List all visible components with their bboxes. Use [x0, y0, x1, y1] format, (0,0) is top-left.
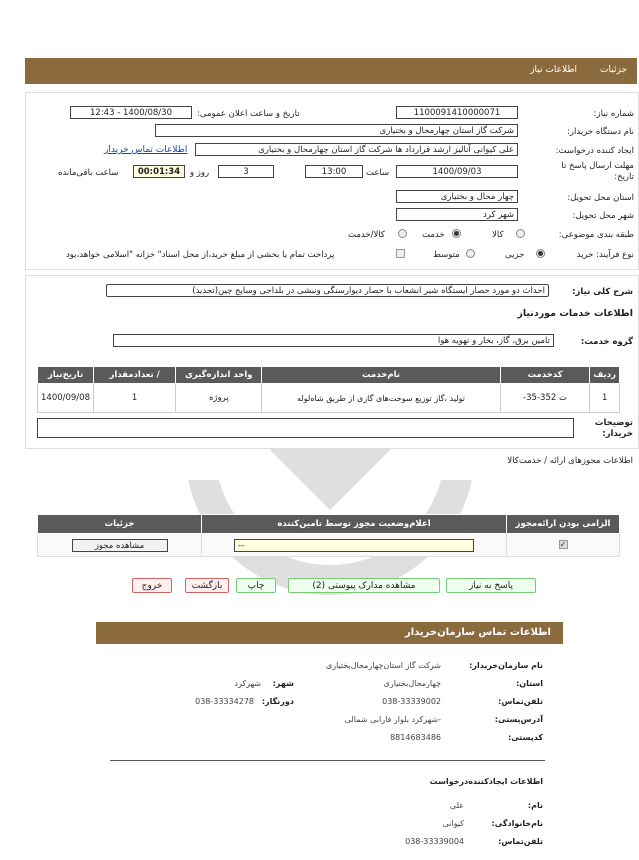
announce-date-field: 1400/08/30 - 12:43: [70, 106, 192, 119]
contact-address: -شهرکرد بلوار فارابی شمالی: [344, 715, 441, 724]
deadline-time-field: 13:00: [305, 165, 363, 178]
buyer-contact-link[interactable]: اطلاعات تماس خریدار: [104, 145, 188, 155]
creator-family-label: نام‌خانوادگی:: [491, 819, 543, 828]
row-index: 1: [590, 384, 620, 413]
col-index: ردیف: [590, 367, 620, 384]
print-button[interactable]: چاپ: [236, 578, 276, 593]
need-number-label: شماره نیاز:: [593, 109, 634, 119]
contact-postal: 8814683486: [390, 733, 441, 742]
col-quantity: / تعداد‌مقدار: [94, 367, 176, 384]
need-number-field: 1100091410000071: [396, 106, 518, 119]
col-service-code: کدخدمت: [500, 367, 590, 384]
view-attachments-button[interactable]: مشاهده مدارک پیوستی (2): [288, 578, 440, 593]
city-label: شهر محل تحویل:: [572, 211, 634, 221]
buyer-org-field: شرکت گاز استان چهارمحال و بختیاری: [155, 124, 518, 137]
deadline-date-field: 1400/09/03: [396, 165, 518, 178]
contact-address-label: آدرس‌پستی:: [494, 715, 543, 724]
province-label: استان محل تحویل:: [567, 193, 634, 203]
contact-section-header: [96, 622, 563, 644]
province-field: چهار محال و بختیاری: [396, 190, 518, 203]
process-partial-radio[interactable]: [536, 249, 545, 258]
table-row: [38, 534, 620, 557]
announce-date-label: تاریخ و ساعت اعلان عمومی:: [197, 109, 300, 119]
contact-city-label: شهر:: [272, 679, 294, 688]
service-group-field: تامین برق، گاز، بخار و تهویه هوا: [113, 334, 554, 347]
days-field: 3: [218, 165, 274, 178]
row-qty: 1: [94, 384, 176, 413]
services-table-header: [38, 367, 620, 384]
contact-divider: [110, 760, 545, 761]
row-name: تولید ،گاز توزیع سوخت‌های گازی از طریق شاه‌لوله: [262, 384, 500, 413]
treasury-payment-checkbox[interactable]: [396, 249, 405, 258]
licenses-table-header: [38, 515, 620, 534]
treasury-payment-note: پرداخت تمام یا بخشی از مبلغ خرید،از محل اسناد" خزانه "اسلامی خواهد،بود: [66, 250, 335, 260]
licenses-label: اطلاعات مجوزهای ارائه / خدمت‌کالا: [507, 456, 633, 466]
tab-details[interactable]: جزئیات: [600, 65, 627, 75]
remaining-time-field: 00:01:34: [133, 165, 185, 178]
back-button[interactable]: بازگشت: [185, 578, 229, 593]
top-header-bar: [25, 58, 637, 84]
city-field: شهر کرد: [396, 208, 518, 221]
requester-label: ایجاد کننده درخواست:: [555, 146, 634, 156]
creator-section-title: اطلاعات ایجادکننده‌درخواست: [429, 777, 543, 786]
category-service-radio[interactable]: [452, 229, 461, 238]
contact-province: چهارمحال‌بختیاری: [383, 679, 441, 688]
contact-province-label: استان:: [516, 679, 543, 688]
summary-field: احداث دو مورد حصار ایستگاه شیر انشعاب با حصار دیوارسنگی ونبشی در بلداجی وسایج چین(تجدید): [106, 284, 549, 297]
contact-phone-label: تلفن‌تماس:: [498, 697, 543, 706]
exit-button[interactable]: خروج: [132, 578, 172, 593]
row-date: 1400/09/08: [38, 384, 94, 413]
row-unit: پروژه: [176, 384, 262, 413]
contact-fax-label: دورنگار:: [261, 697, 294, 706]
category-goods-service-label: کالا/خدمت: [348, 230, 385, 240]
reply-button[interactable]: پاسخ به نیاز: [446, 578, 536, 593]
contact-postal-label: کدپستی:: [508, 733, 543, 742]
contact-city: شهرکرد: [234, 679, 261, 688]
col-license-status: اعلام‌وضعیت مجوز توسط تامین‌کننده: [202, 515, 507, 534]
col-unit: واحد اندازه‌گیری: [176, 367, 262, 384]
contact-section-title: اطلاعات تماس سازمان‌خریدار: [404, 627, 551, 638]
service-group-label: گروه خدمت:: [580, 337, 633, 347]
col-license-details: جزئیات: [38, 515, 202, 534]
license-status-field[interactable]: --: [234, 539, 474, 552]
contact-org: شرکت گاز استان‌چهارمحال‌بختیاری: [325, 661, 441, 670]
category-service-label: خدمت: [422, 230, 445, 240]
remaining-time-label: ساعت باقی‌مانده: [58, 168, 119, 178]
process-medium-label: متوسط: [433, 250, 460, 260]
category-goods-service-radio[interactable]: [398, 229, 407, 238]
category-goods-label: کالا: [492, 230, 504, 240]
process-partial-label: جزیی: [505, 250, 525, 260]
process-medium-radio[interactable]: [466, 249, 475, 258]
creator-name: علی: [449, 801, 464, 810]
col-service-name: نام‌خدمت: [262, 367, 500, 384]
summary-label: شرح کلی نیاز:: [572, 287, 633, 297]
licenses-table: [37, 514, 620, 557]
services-table: [37, 366, 620, 413]
contact-phone: 038-33339002: [382, 697, 441, 706]
table-row: [38, 384, 620, 413]
days-label: روز و: [190, 168, 210, 178]
col-license-required: الزامی بودن ارائه‌مجوز: [507, 515, 620, 534]
license-required-checkbox: [559, 540, 568, 549]
tab-need-info[interactable]: اطلاعات نیاز: [530, 65, 577, 75]
deadline-time-label: ساعت: [366, 168, 390, 178]
creator-family: کیوانی: [442, 819, 464, 828]
buyer-org-label: نام دستگاه خریدار:: [567, 127, 634, 137]
deadline-label: مهلت ارسال پاسخ تا تاریخ:: [561, 161, 634, 182]
buyer-notes-field: [37, 418, 574, 438]
buyer-notes-label: توضیحات خریدار:: [594, 418, 633, 439]
contact-org-label: نام سازمان‌خریدار:: [469, 661, 543, 670]
process-type-label: نوع فرآیند: خرید: [576, 250, 634, 260]
contact-fax: 038-33334278: [195, 697, 254, 706]
category-label: طبقه بندی موضوعی:: [558, 230, 634, 240]
category-goods-radio[interactable]: [516, 229, 525, 238]
row-code: ت 352-35-: [500, 384, 590, 413]
col-need-date: تاریخ‌نیاز: [38, 367, 94, 384]
creator-phone: 038-33339004: [405, 837, 464, 846]
creator-phone-label: تلفن‌تماس:: [498, 837, 543, 846]
services-title: اطلاعات خدمات موردنیاز: [517, 308, 633, 319]
view-license-button[interactable]: مشاهده مجوز: [72, 539, 168, 552]
creator-name-label: نام:: [527, 801, 543, 810]
requester-field: علی کیوانی آنالیز ارشد قرارداد ها شرکت گاز استان چهارمحال و بختیاری: [195, 143, 518, 156]
